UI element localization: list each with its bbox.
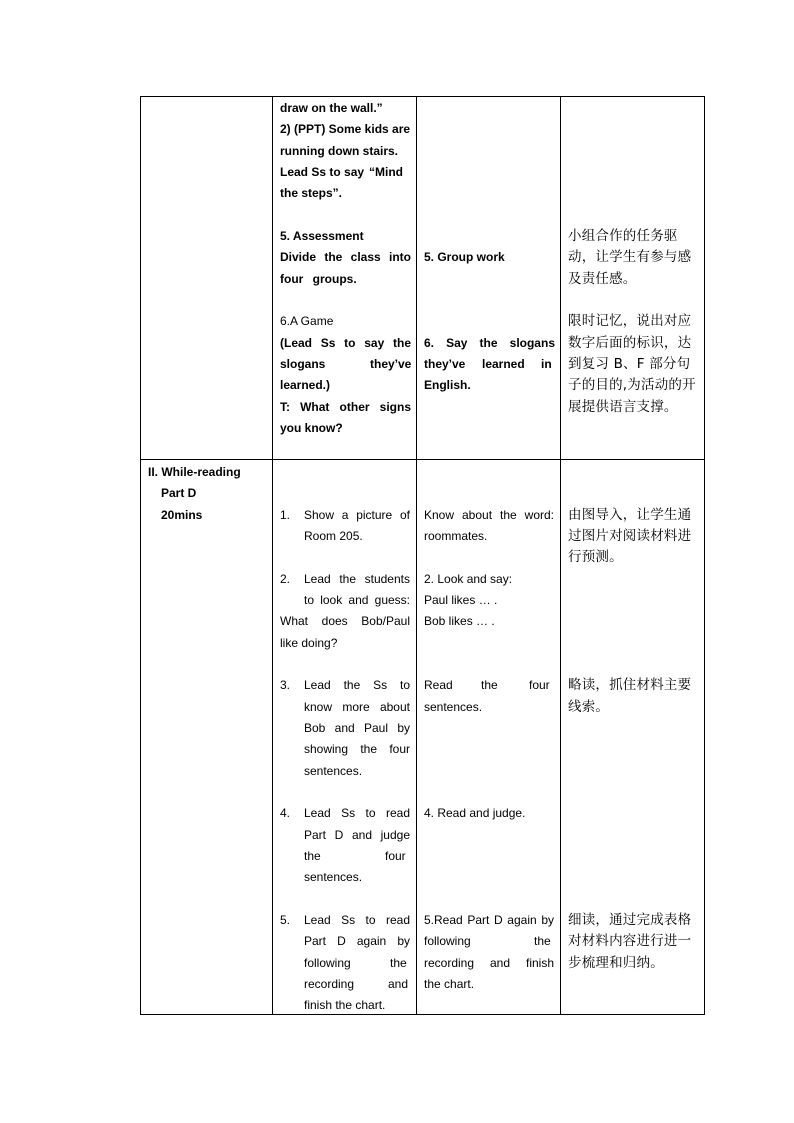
stage-part: Part D xyxy=(161,486,197,500)
purpose-text: 对材料内容进行进一 xyxy=(568,933,692,949)
student-activity: English. xyxy=(424,378,471,392)
student-activity: Paul likes … . xyxy=(424,593,498,607)
purpose-text: 动，让学生有参与感 xyxy=(568,249,692,265)
activity-text: following xyxy=(304,956,351,970)
activity-text: Part D and judge xyxy=(304,828,410,842)
activity-text: Part D again by xyxy=(304,934,410,948)
student-activity: the chart. xyxy=(424,977,475,991)
activity-text: “Mind xyxy=(369,165,403,179)
step-number: 1. xyxy=(280,508,291,522)
table-border-col3 xyxy=(416,96,417,1015)
activity-text: know more about xyxy=(304,700,410,714)
student-activity: 5.Read Part D again by xyxy=(424,913,554,927)
activity-text: the xyxy=(304,849,321,863)
activity-text: T: What other signs xyxy=(280,400,411,414)
table-border-right xyxy=(704,96,705,1015)
purpose-text: 细读，通过完成表格 xyxy=(568,912,692,928)
activity-text: running down stairs. xyxy=(280,144,399,158)
student-activity: Know about the word: xyxy=(424,508,554,522)
student-activity: Bob likes … . xyxy=(424,614,495,628)
student-activity: the xyxy=(534,934,551,948)
activity-text: four xyxy=(385,849,406,863)
activity-text: Lead Ss to read xyxy=(304,806,410,820)
activity-text: (Lead Ss to say the xyxy=(280,336,411,350)
table-border-col4 xyxy=(560,96,561,1015)
step-number: 4. xyxy=(280,806,291,820)
student-activity: Read xyxy=(424,678,453,692)
stage-time: 20mins xyxy=(161,508,203,522)
activity-text: sentences. xyxy=(304,870,363,884)
purpose-text: 及责任感。 xyxy=(568,271,637,287)
activity-text: draw on the wall.” xyxy=(280,101,383,115)
activity-text: What does Bob/Paul xyxy=(280,614,410,628)
student-activity: in xyxy=(541,357,552,371)
table-border-left xyxy=(140,96,141,1015)
purpose-text: 步梳理和归纳。 xyxy=(568,955,664,971)
activity-text: Lead Ss to say xyxy=(280,165,365,179)
activity-text: 2) (PPT) Some kids are xyxy=(280,122,411,136)
purpose-text: 限时记忆，说出对应 xyxy=(568,313,692,329)
activity-text: Lead the students xyxy=(304,572,410,586)
activity-text: Show a picture of xyxy=(304,508,410,522)
purpose-text: 展提供语言支撑。 xyxy=(568,399,678,415)
student-activity: sentences. xyxy=(424,700,483,714)
activity-text: to look and guess: xyxy=(304,593,410,607)
activity-heading: 6.A Game xyxy=(280,314,334,328)
student-activity: 5. Group work xyxy=(424,250,505,264)
activity-text: sentences. xyxy=(304,764,363,778)
activity-text: Room 205. xyxy=(304,529,363,543)
step-number: 3. xyxy=(280,678,291,692)
activity-text: the steps”. xyxy=(280,186,343,200)
activity-text: Lead Ss to read xyxy=(304,913,410,927)
purpose-text: 小组合作的任务驱 xyxy=(568,228,678,244)
activity-text: and xyxy=(388,977,409,991)
activity-text: the xyxy=(390,956,407,970)
activity-text: like doing? xyxy=(280,636,338,650)
student-activity: 6. Say the slogans xyxy=(424,336,555,350)
purpose-text: 到复习 B、F 部分句 xyxy=(568,356,691,372)
student-activity: 4. Read and judge. xyxy=(424,806,526,820)
purpose-text: 线索。 xyxy=(568,699,610,715)
student-activity: recording and finish xyxy=(424,956,554,970)
purpose-text: 行预测。 xyxy=(568,549,623,565)
student-activity: 2. Look and say: xyxy=(424,572,513,586)
student-activity: they’ve xyxy=(424,357,466,371)
student-activity: following xyxy=(424,934,471,948)
activity-text: Divide the class into xyxy=(280,250,411,264)
purpose-text: 数字后面的标识，达 xyxy=(568,335,692,351)
step-number: 5. xyxy=(280,913,291,927)
table-border-col2 xyxy=(272,96,273,1015)
purpose-text: 由图导入，让学生通 xyxy=(568,507,692,523)
activity-text: learned.) xyxy=(280,378,331,392)
purpose-text: 过图片对阅读材料进 xyxy=(568,528,692,544)
student-activity: the xyxy=(481,678,498,692)
student-activity: roommates. xyxy=(424,529,488,543)
purpose-text: 略读，抓住材料主要 xyxy=(568,677,692,693)
table-border-top xyxy=(140,96,704,97)
activity-text: recording xyxy=(304,977,355,991)
activity-text: showing the four xyxy=(304,742,410,756)
activity-text: four groups. xyxy=(280,272,357,286)
activity-text: you know? xyxy=(280,421,343,435)
table-row-divider xyxy=(140,459,704,460)
activity-heading: 5. Assessment xyxy=(280,229,364,243)
stage-title: II. While-reading xyxy=(148,465,241,479)
activity-text: slogans xyxy=(280,357,326,371)
student-activity: learned xyxy=(482,357,525,371)
table-border-bottom xyxy=(140,1014,704,1015)
activity-text: they’ve xyxy=(370,357,412,371)
step-number: 2. xyxy=(280,572,291,586)
activity-text: Lead the Ss to xyxy=(304,678,410,692)
activity-text: Bob and Paul by xyxy=(304,721,410,735)
activity-text: finish the chart. xyxy=(304,998,386,1012)
purpose-text: 子的目的,为活动的开 xyxy=(568,377,696,393)
student-activity: four xyxy=(529,678,550,692)
